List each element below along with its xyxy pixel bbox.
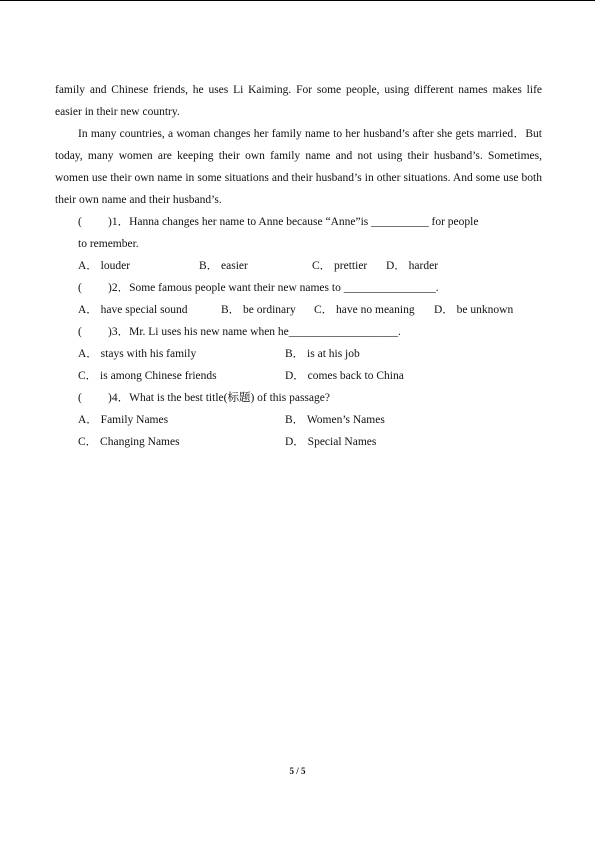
page-number: 5 / 5 — [289, 766, 306, 776]
question-3 — [55, 321, 542, 343]
question-1-number: )1． — [108, 216, 130, 228]
question-1-option-c[interactable]: C． prettier — [312, 260, 368, 272]
question-4-number: )4． — [108, 392, 130, 404]
question-3-option-a[interactable]: A． stays with his family — [78, 348, 197, 360]
passage-paragraph-1-text: family and Chinese friends, he uses Li Kaiming. For some people, using different names makes life easier in their new country. — [55, 84, 542, 118]
question-4-option-b[interactable]: B． Women’s Names — [285, 414, 385, 426]
passage-paragraph-1 — [55, 79, 542, 123]
question-4 — [55, 387, 542, 409]
question-2-option-c[interactable]: C． have no meaning — [314, 304, 415, 316]
question-4-stem: What is the best title(标题) of this passage? — [129, 392, 330, 404]
question-1-stem-continued: to remember. — [78, 238, 139, 250]
question-2-number: )2． — [108, 282, 130, 294]
question-4-option-d[interactable]: D． Special Names — [285, 436, 377, 448]
page-body — [55, 79, 542, 453]
top-rule — [0, 0, 595, 1]
question-1 — [55, 211, 542, 233]
question-1-option-b[interactable]: B． easier — [199, 260, 248, 272]
question-3-options-row-1 — [55, 343, 542, 365]
question-3-option-c[interactable]: C． is among Chinese friends — [78, 370, 217, 382]
answer-blank-2[interactable]: ( — [78, 282, 82, 294]
question-3-stem: Mr. Li uses his new name when he___________________. — [129, 326, 401, 338]
question-1-option-a[interactable]: A． louder — [78, 260, 131, 272]
question-1-stem: Hanna changes her name to Anne because “Anne”is __________ for people — [129, 216, 479, 228]
question-1-options — [55, 255, 542, 277]
answer-blank-3[interactable]: ( — [78, 326, 82, 338]
answer-blank-1[interactable]: ( — [78, 216, 82, 228]
question-4-options-row-2 — [55, 431, 542, 453]
question-2-option-a[interactable]: A． have special sound — [78, 304, 188, 316]
question-1-option-d[interactable]: D． harder — [386, 260, 439, 272]
question-2-options — [55, 299, 542, 321]
question-2-option-b[interactable]: B． be ordinary — [221, 304, 296, 316]
question-4-option-a[interactable]: A． Family Names — [78, 414, 169, 426]
question-2-option-d[interactable]: D． be unknown — [434, 304, 514, 316]
question-3-option-b[interactable]: B． is at his job — [285, 348, 360, 360]
question-2-stem: Some famous people want their new names to ________________. — [129, 282, 439, 294]
passage-paragraph-2-text: In many countries, a woman changes her family name to her husband’s after she gets married．But today, many women are keeping their own family name and not using their husband’s. Sometimes, women use their own name in some situations and their husband’s in other situations. And some use both their own name and their husband’s. — [55, 128, 542, 206]
passage-paragraph-2 — [55, 123, 542, 211]
question-4-option-c[interactable]: C． Changing Names — [78, 436, 180, 448]
question-3-option-d[interactable]: D． comes back to China — [285, 370, 404, 382]
question-3-number: )3． — [108, 326, 130, 338]
question-3-options-row-2 — [55, 365, 542, 387]
answer-blank-4[interactable]: ( — [78, 392, 82, 404]
question-4-options-row-1 — [55, 409, 542, 431]
question-2 — [55, 277, 542, 299]
